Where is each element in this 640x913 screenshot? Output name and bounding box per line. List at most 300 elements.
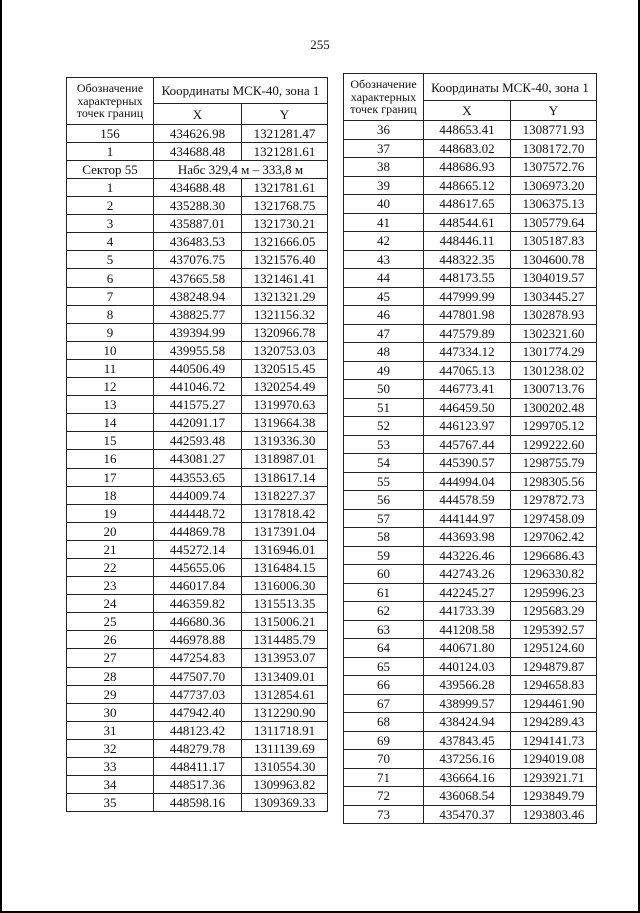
x-coordinate-cell: 437665.58 <box>154 269 242 287</box>
x-coordinate-cell: 437843.45 <box>424 731 511 750</box>
table-row <box>67 558 328 576</box>
y-coordinate-cell: 1316484.15 <box>242 558 328 576</box>
table-row <box>344 713 597 732</box>
x-coordinate-cell: 437256.16 <box>424 750 511 769</box>
x-coordinate-cell: 444009.74 <box>154 486 242 504</box>
y-coordinate-cell: 1308771.93 <box>511 121 597 140</box>
y-coordinate-cell: 1318617.14 <box>242 468 328 486</box>
x-coordinate-cell: 439394.99 <box>154 323 242 341</box>
y-coordinate-cell: 1321156.32 <box>242 305 328 323</box>
point-number-cell: 44 <box>344 269 424 288</box>
x-coordinate-cell: 447999.99 <box>424 287 511 306</box>
table-row <box>67 396 328 414</box>
x-coordinate-cell: 448173.55 <box>424 269 511 288</box>
x-coordinate-cell: 442743.26 <box>424 565 511 584</box>
x-coordinate-cell: 446359.82 <box>154 595 242 613</box>
point-number-cell: 51 <box>344 398 424 417</box>
table-row <box>344 583 597 602</box>
y-coordinate-cell: 1313953.07 <box>242 649 328 667</box>
x-coordinate-cell: 444144.97 <box>424 509 511 528</box>
table-row <box>67 667 328 685</box>
y-coordinate-cell: 1293849.79 <box>511 787 597 806</box>
y-coordinate-cell: 1301238.02 <box>511 361 597 380</box>
point-number-cell: 156 <box>67 125 154 143</box>
table-row <box>67 305 328 323</box>
x-coordinate-cell: 446459.50 <box>424 398 511 417</box>
table-row <box>67 323 328 341</box>
table-row <box>67 739 328 757</box>
x-coordinate-cell: 447801.98 <box>424 306 511 325</box>
y-coordinate-cell: 1293921.71 <box>511 768 597 787</box>
point-number-cell: 70 <box>344 750 424 769</box>
y-coordinate-cell: 1296686.43 <box>511 546 597 565</box>
x-coordinate-cell: 438825.77 <box>154 305 242 323</box>
table-row <box>344 361 597 380</box>
x-coordinate-cell: 438424.94 <box>424 713 511 732</box>
point-number-cell: 28 <box>67 667 154 685</box>
point-number-cell: 27 <box>67 649 154 667</box>
x-coordinate-cell: 442091.17 <box>154 414 242 432</box>
y-coordinate-cell: 1294289.43 <box>511 713 597 732</box>
y-coordinate-cell: 1321576.40 <box>242 251 328 269</box>
y-coordinate-cell: 1294141.73 <box>511 731 597 750</box>
point-number-cell: 25 <box>67 613 154 631</box>
table-row <box>344 565 597 584</box>
y-coordinate-cell: 1310554.30 <box>242 758 328 776</box>
y-coordinate-cell: 1294879.87 <box>511 657 597 676</box>
table-row <box>344 750 597 769</box>
point-number-cell: 5 <box>67 251 154 269</box>
sector-height-range: Набс 329,4 м – 333,8 м <box>154 161 328 179</box>
x-coordinate-cell: 448544.61 <box>424 213 511 232</box>
y-coordinate-cell: 1321461.41 <box>242 269 328 287</box>
table-row <box>344 250 597 269</box>
y-coordinate-cell: 1300202.48 <box>511 398 597 417</box>
table-row <box>344 657 597 676</box>
table-row <box>344 491 597 510</box>
sector-label: Сектор 55 <box>67 161 154 179</box>
point-number-cell: 46 <box>344 306 424 325</box>
table-row <box>344 232 597 251</box>
point-number-cell: 36 <box>344 121 424 140</box>
point-number-cell: 42 <box>344 232 424 251</box>
table-row <box>344 213 597 232</box>
table-row <box>67 233 328 251</box>
y-coordinate-cell: 1309369.33 <box>242 794 328 812</box>
point-number-cell: 57 <box>344 509 424 528</box>
point-number-cell: 55 <box>344 472 424 491</box>
point-number-cell: 63 <box>344 620 424 639</box>
point-number-cell: 13 <box>67 396 154 414</box>
x-coordinate-cell: 440124.03 <box>424 657 511 676</box>
table-row <box>67 504 328 522</box>
point-number-cell: 56 <box>344 491 424 510</box>
x-coordinate-cell: 445272.14 <box>154 540 242 558</box>
point-number-cell: 26 <box>67 631 154 649</box>
point-number-cell: 64 <box>344 639 424 658</box>
x-coordinate-cell: 447254.83 <box>154 649 242 667</box>
x-coordinate-cell: 448517.36 <box>154 776 242 794</box>
point-number-cell: 65 <box>344 657 424 676</box>
y-coordinate-cell: 1315006.21 <box>242 613 328 631</box>
x-coordinate-cell: 441046.72 <box>154 378 242 396</box>
x-coordinate-cell: 447334.12 <box>424 343 511 362</box>
table-row <box>344 343 597 362</box>
y-coordinate-cell: 1318227.37 <box>242 486 328 504</box>
x-coordinate-cell: 441733.39 <box>424 602 511 621</box>
table-row <box>344 676 597 695</box>
table-row <box>344 380 597 399</box>
point-number-cell: 68 <box>344 713 424 732</box>
table-row <box>67 685 328 703</box>
table-row <box>67 197 328 215</box>
y-coordinate-cell: 1296330.82 <box>511 565 597 584</box>
x-coordinate-cell: 440671.80 <box>424 639 511 658</box>
table-row <box>67 378 328 396</box>
table-row <box>344 472 597 491</box>
x-coordinate-cell: 446773.41 <box>424 380 511 399</box>
point-number-cell: 67 <box>344 694 424 713</box>
point-number-cell: 4 <box>67 233 154 251</box>
x-coordinate-cell: 448686.93 <box>424 158 511 177</box>
point-number-cell: 3 <box>67 215 154 233</box>
x-coordinate-cell: 442593.48 <box>154 432 242 450</box>
point-number-cell: 18 <box>67 486 154 504</box>
table-row <box>67 341 328 359</box>
table-row <box>344 602 597 621</box>
y-coordinate-cell: 1321666.05 <box>242 233 328 251</box>
y-coordinate-cell: 1294658.83 <box>511 676 597 695</box>
y-coordinate-cell: 1302321.60 <box>511 324 597 343</box>
table-row <box>67 125 328 143</box>
x-coordinate-cell: 434688.48 <box>154 143 242 161</box>
x-coordinate-cell: 440506.49 <box>154 359 242 377</box>
table-row <box>67 179 328 197</box>
x-coordinate-cell: 445655.06 <box>154 558 242 576</box>
x-coordinate-cell: 439955.58 <box>154 341 242 359</box>
point-number-cell: 33 <box>67 758 154 776</box>
y-coordinate-cell: 1297062.42 <box>511 528 597 547</box>
table-row <box>344 620 597 639</box>
y-coordinate-cell: 1295124.60 <box>511 639 597 658</box>
table-row <box>67 595 328 613</box>
table-row <box>344 287 597 306</box>
point-number-cell: 8 <box>67 305 154 323</box>
point-number-cell: 39 <box>344 176 424 195</box>
point-number-cell: 48 <box>344 343 424 362</box>
x-coordinate-cell: 445390.57 <box>424 454 511 473</box>
point-number-cell: 49 <box>344 361 424 380</box>
point-number-cell: 30 <box>67 703 154 721</box>
y-coordinate-cell: 1299705.12 <box>511 417 597 436</box>
point-number-cell: 61 <box>344 583 424 602</box>
table-row <box>67 414 328 432</box>
point-number-cell: 10 <box>67 341 154 359</box>
y-coordinate-cell: 1316946.01 <box>242 540 328 558</box>
table-row <box>344 176 597 195</box>
y-coordinate-cell: 1321781.61 <box>242 179 328 197</box>
y-coordinate-cell: 1297458.09 <box>511 509 597 528</box>
table-row <box>67 450 328 468</box>
x-coordinate-cell: 434626.98 <box>154 125 242 143</box>
x-coordinate-cell: 448123.42 <box>154 721 242 739</box>
y-coordinate-cell: 1295392.57 <box>511 620 597 639</box>
x-coordinate-cell: 444994.04 <box>424 472 511 491</box>
table-row <box>344 805 597 824</box>
point-number-cell: 35 <box>67 794 154 812</box>
point-number-cell: 69 <box>344 731 424 750</box>
table-row <box>344 768 597 787</box>
point-number-cell: 11 <box>67 359 154 377</box>
point-number-cell: 66 <box>344 676 424 695</box>
point-number-cell: 53 <box>344 435 424 454</box>
x-coordinate-cell: 448683.02 <box>424 139 511 158</box>
x-coordinate-cell: 436483.53 <box>154 233 242 251</box>
table-row <box>67 251 328 269</box>
table-row <box>67 721 328 739</box>
point-number-cell: 2 <box>67 197 154 215</box>
point-number-cell: 73 <box>344 805 424 824</box>
x-coordinate-cell: 437076.75 <box>154 251 242 269</box>
table-row <box>67 776 328 794</box>
y-coordinate-cell: 1314485.79 <box>242 631 328 649</box>
point-number-cell: 72 <box>344 787 424 806</box>
x-coordinate-cell: 447507.70 <box>154 667 242 685</box>
y-coordinate-cell: 1321768.75 <box>242 197 328 215</box>
table-row <box>344 509 597 528</box>
y-coordinate-cell: 1294019.08 <box>511 750 597 769</box>
table-row <box>67 631 328 649</box>
y-coordinate-cell: 1300713.76 <box>511 380 597 399</box>
y-coordinate-cell: 1307572.76 <box>511 158 597 177</box>
point-number-cell: 1 <box>67 143 154 161</box>
y-coordinate-cell: 1306375.13 <box>511 195 597 214</box>
point-number-cell: 31 <box>67 721 154 739</box>
y-coordinate-cell: 1295996.23 <box>511 583 597 602</box>
point-number-cell: 14 <box>67 414 154 432</box>
y-coordinate-cell: 1299222.60 <box>511 435 597 454</box>
x-column-header: X <box>154 104 242 125</box>
y-coordinate-cell: 1321321.29 <box>242 287 328 305</box>
point-number-cell: 37 <box>344 139 424 158</box>
table-row <box>67 649 328 667</box>
x-coordinate-cell: 441575.27 <box>154 396 242 414</box>
y-coordinate-cell: 1317818.42 <box>242 504 328 522</box>
point-number-cell: 47 <box>344 324 424 343</box>
x-coordinate-cell: 438248.94 <box>154 287 242 305</box>
y-coordinate-cell: 1304019.57 <box>511 269 597 288</box>
table-row <box>344 398 597 417</box>
table-row <box>67 143 328 161</box>
x-coordinate-cell: 442245.27 <box>424 583 511 602</box>
table-row <box>344 639 597 658</box>
y-coordinate-cell: 1294461.90 <box>511 694 597 713</box>
x-coordinate-cell: 435470.37 <box>424 805 511 824</box>
table-row <box>67 215 328 233</box>
x-coordinate-cell: 443693.98 <box>424 528 511 547</box>
y-coordinate-cell: 1312290.90 <box>242 703 328 721</box>
point-number-cell: 19 <box>67 504 154 522</box>
table-row <box>344 731 597 750</box>
x-column-header: X <box>424 101 511 121</box>
x-coordinate-cell: 444869.78 <box>154 522 242 540</box>
x-coordinate-cell: 448279.78 <box>154 739 242 757</box>
coords-title-header: Координаты МСК-40, зона 1 <box>154 78 328 104</box>
x-coordinate-cell: 434688.48 <box>154 179 242 197</box>
page-frame-left <box>0 0 2 913</box>
point-number-cell: 40 <box>344 195 424 214</box>
point-number-cell: 7 <box>67 287 154 305</box>
point-number-cell: 38 <box>344 158 424 177</box>
x-coordinate-cell: 435887.01 <box>154 215 242 233</box>
point-number-cell: 60 <box>344 565 424 584</box>
point-number-cell: 32 <box>67 739 154 757</box>
y-coordinate-cell: 1311139.69 <box>242 739 328 757</box>
x-coordinate-cell: 446680.36 <box>154 613 242 631</box>
point-number-cell: 71 <box>344 768 424 787</box>
table-row <box>67 287 328 305</box>
table-row <box>344 528 597 547</box>
y-coordinate-cell: 1298755.79 <box>511 454 597 473</box>
y-coordinate-cell: 1317391.04 <box>242 522 328 540</box>
table-row <box>67 432 328 450</box>
x-coordinate-cell: 439566.28 <box>424 676 511 695</box>
table-row <box>67 486 328 504</box>
y-coordinate-cell: 1313409.01 <box>242 667 328 685</box>
page-number: 255 <box>310 37 330 52</box>
y-coordinate-cell: 1320753.03 <box>242 341 328 359</box>
table-row <box>344 694 597 713</box>
x-coordinate-cell: 436068.54 <box>424 787 511 806</box>
y-coordinate-cell: 1319970.63 <box>242 396 328 414</box>
x-coordinate-cell: 447942.40 <box>154 703 242 721</box>
point-number-cell: 12 <box>67 378 154 396</box>
table-row <box>344 195 597 214</box>
point-number-cell: 43 <box>344 250 424 269</box>
point-number-cell: 9 <box>67 323 154 341</box>
table-row <box>344 269 597 288</box>
y-coordinate-cell: 1319664.38 <box>242 414 328 432</box>
point-number-cell: 24 <box>67 595 154 613</box>
y-coordinate-cell: 1320254.49 <box>242 378 328 396</box>
table-row <box>67 794 328 812</box>
x-coordinate-cell: 448411.17 <box>154 758 242 776</box>
y-coordinate-cell: 1295683.29 <box>511 602 597 621</box>
point-label-header: Обозначение характерных точек границ <box>67 78 154 125</box>
table-row <box>67 468 328 486</box>
point-number-cell: 21 <box>67 540 154 558</box>
coords-title-header: Координаты МСК-40, зона 1 <box>424 74 597 101</box>
y-coordinate-cell: 1298305.56 <box>511 472 597 491</box>
table-row <box>344 454 597 473</box>
point-number-cell: 1 <box>67 179 154 197</box>
table-row <box>344 306 597 325</box>
x-coordinate-cell: 443226.46 <box>424 546 511 565</box>
point-number-cell: 45 <box>344 287 424 306</box>
y-coordinate-cell: 1306973.20 <box>511 176 597 195</box>
point-number-cell: 17 <box>67 468 154 486</box>
table-row <box>344 121 597 140</box>
y-coordinate-cell: 1301774.29 <box>511 343 597 362</box>
x-coordinate-cell: 436664.16 <box>424 768 511 787</box>
table-row <box>344 546 597 565</box>
x-coordinate-cell: 446123.97 <box>424 417 511 436</box>
y-coordinate-cell: 1320515.45 <box>242 359 328 377</box>
y-coordinate-cell: 1321281.61 <box>242 143 328 161</box>
y-coordinate-cell: 1304600.78 <box>511 250 597 269</box>
x-coordinate-cell: 448665.12 <box>424 176 511 195</box>
point-number-cell: 41 <box>344 213 424 232</box>
x-coordinate-cell: 445767.44 <box>424 435 511 454</box>
point-label-header: Обозначение характерных точек границ <box>344 74 424 121</box>
x-coordinate-cell: 444578.59 <box>424 491 511 510</box>
x-coordinate-cell: 446017.84 <box>154 577 242 595</box>
y-coordinate-cell: 1320966.78 <box>242 323 328 341</box>
x-coordinate-cell: 448598.16 <box>154 794 242 812</box>
y-coordinate-cell: 1305187.83 <box>511 232 597 251</box>
y-coordinate-cell: 1311718.91 <box>242 721 328 739</box>
x-coordinate-cell: 443553.65 <box>154 468 242 486</box>
point-number-cell: 6 <box>67 269 154 287</box>
point-number-cell: 50 <box>344 380 424 399</box>
x-coordinate-cell: 438999.57 <box>424 694 511 713</box>
x-coordinate-cell: 447579.89 <box>424 324 511 343</box>
table-row <box>67 522 328 540</box>
y-coordinate-cell: 1305779.64 <box>511 213 597 232</box>
y-coordinate-cell: 1319336.30 <box>242 432 328 450</box>
x-coordinate-cell: 447065.13 <box>424 361 511 380</box>
x-coordinate-cell: 443081.27 <box>154 450 242 468</box>
y-column-header: Y <box>242 104 328 125</box>
y-coordinate-cell: 1316006.30 <box>242 577 328 595</box>
sector-row <box>67 161 328 179</box>
table-row <box>344 787 597 806</box>
point-number-cell: 58 <box>344 528 424 547</box>
table-row <box>344 324 597 343</box>
x-coordinate-cell: 448617.65 <box>424 195 511 214</box>
table-row <box>344 435 597 454</box>
table-row <box>67 703 328 721</box>
y-coordinate-cell: 1297872.73 <box>511 491 597 510</box>
coordinates-table-right <box>343 73 597 824</box>
point-number-cell: 52 <box>344 417 424 436</box>
y-coordinate-cell: 1303445.27 <box>511 287 597 306</box>
table-row <box>344 417 597 436</box>
x-coordinate-cell: 448446.11 <box>424 232 511 251</box>
y-coordinate-cell: 1293803.46 <box>511 805 597 824</box>
x-coordinate-cell: 444448.72 <box>154 504 242 522</box>
table-row <box>67 540 328 558</box>
point-number-cell: 23 <box>67 577 154 595</box>
x-coordinate-cell: 447737.03 <box>154 685 242 703</box>
y-coordinate-cell: 1321730.21 <box>242 215 328 233</box>
point-number-cell: 16 <box>67 450 154 468</box>
table-row <box>344 139 597 158</box>
point-number-cell: 15 <box>67 432 154 450</box>
x-coordinate-cell: 448653.41 <box>424 121 511 140</box>
x-coordinate-cell: 446978.88 <box>154 631 242 649</box>
y-coordinate-cell: 1312854.61 <box>242 685 328 703</box>
point-number-cell: 54 <box>344 454 424 473</box>
x-coordinate-cell: 435288.30 <box>154 197 242 215</box>
y-coordinate-cell: 1321281.47 <box>242 125 328 143</box>
point-number-cell: 62 <box>344 602 424 621</box>
table-row <box>67 758 328 776</box>
point-number-cell: 34 <box>67 776 154 794</box>
point-number-cell: 29 <box>67 685 154 703</box>
y-coordinate-cell: 1309963.82 <box>242 776 328 794</box>
x-coordinate-cell: 441208.58 <box>424 620 511 639</box>
